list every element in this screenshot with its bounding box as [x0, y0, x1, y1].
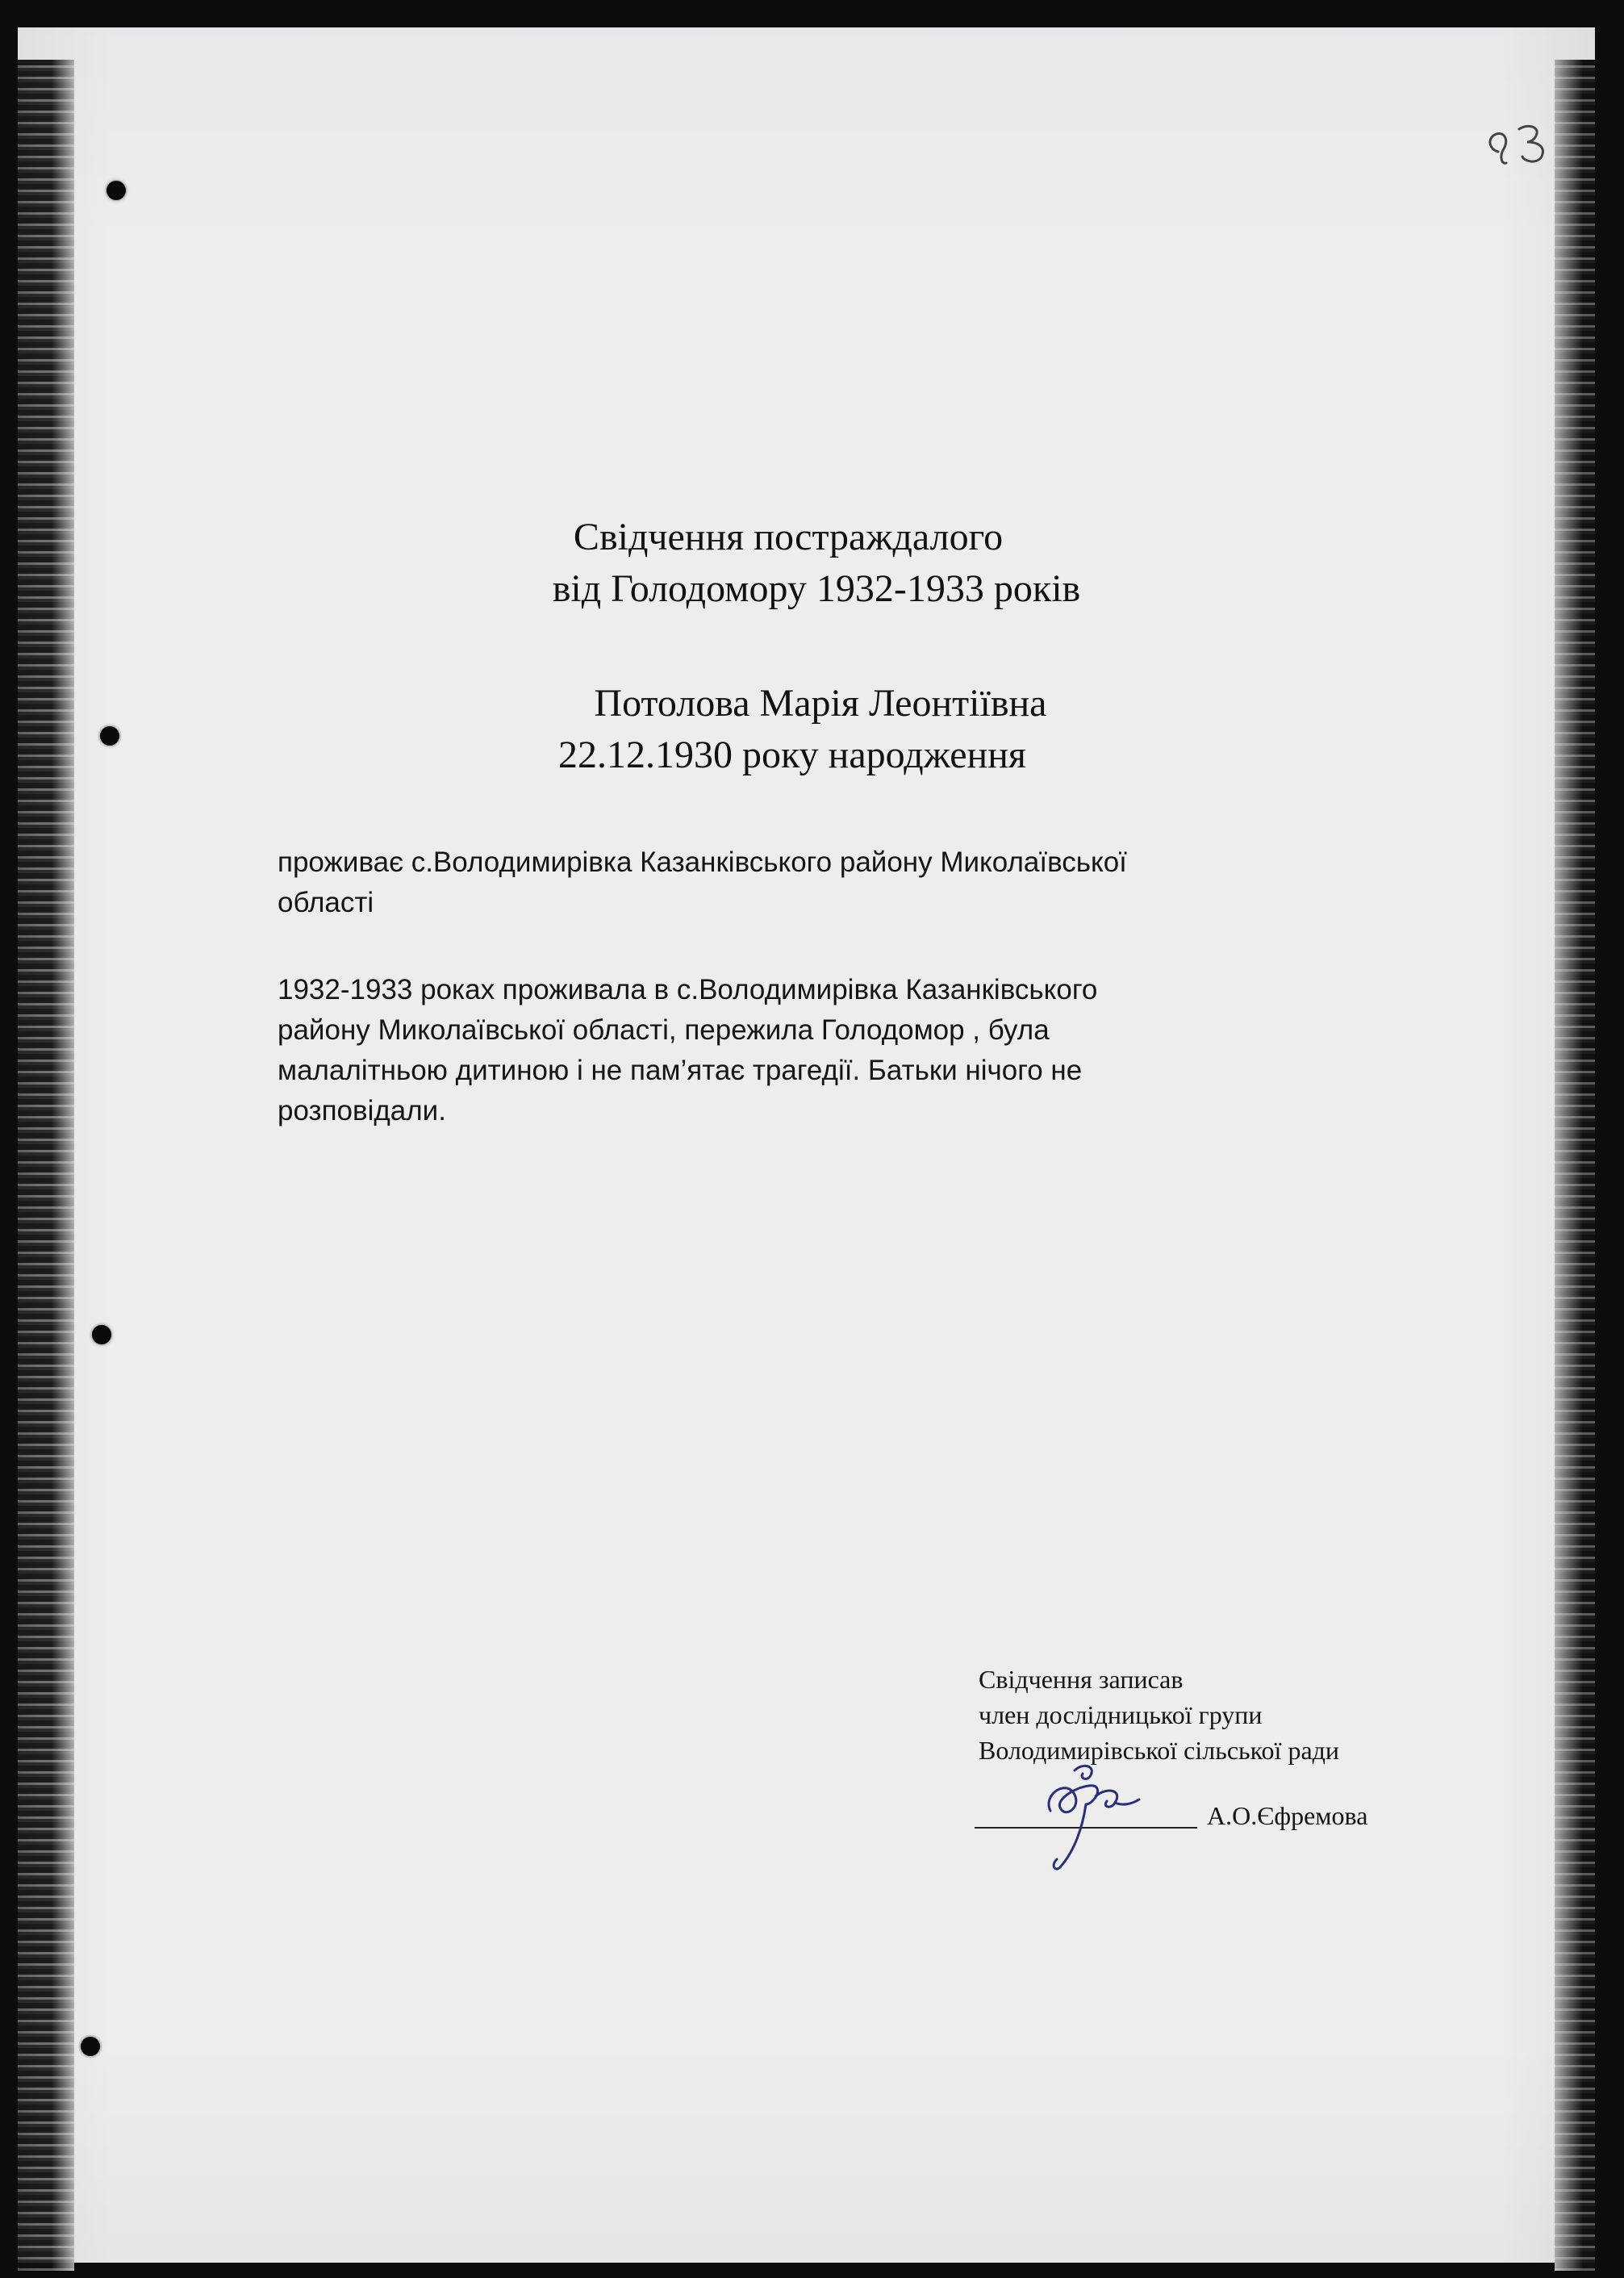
- testimony-line: 1932-1933 роках проживала в с.Володимирівка Казанківського: [278, 974, 1098, 1005]
- testimony-line: району Миколаївської області, пережила Голодомор , була: [278, 1014, 1050, 1046]
- residence-paragraph: [278, 842, 1391, 923]
- testimony-paragraph: [278, 970, 1391, 1131]
- binder-hole: [81, 2037, 100, 2056]
- document-title: [357, 512, 1276, 615]
- handwritten-page-number: [1482, 105, 1563, 169]
- testimony-line: малалітньою дитиною і не пам’ятає трагедії. Батьки нічого не: [278, 1055, 1083, 1086]
- title-line-2: від Голодомору 1932-1933 років: [552, 567, 1081, 610]
- binder-hole: [106, 181, 126, 200]
- title-line-1: Свідчення постраждалого: [573, 516, 1004, 558]
- recorder-block: [979, 1661, 1430, 1768]
- right-perforation-edge: [1555, 60, 1595, 2271]
- recorder-name: А.О.Єфремова: [1207, 1801, 1368, 1830]
- residence-line: області: [278, 887, 374, 918]
- testimony-line: розповідали.: [278, 1095, 446, 1126]
- handwritten-signature: [1018, 1754, 1155, 1875]
- document-page: [18, 27, 1595, 2263]
- witness-name: Потолова Марія Леонтіївна: [594, 682, 1047, 725]
- binder-hole: [92, 1325, 111, 1344]
- witness-info: [357, 678, 1276, 781]
- recorder-line-2: член дослідницької групи: [979, 1700, 1263, 1729]
- recorder-line-3: Володимирівської сільської ради: [979, 1736, 1340, 1765]
- left-perforation-edge: [18, 60, 74, 2271]
- recorder-line-1: Свідчення записав: [979, 1665, 1184, 1694]
- residence-line: проживає с.Володимирівка Казанківського району Миколаївської: [278, 846, 1127, 878]
- witness-birth: 22.12.1930 року народження: [558, 734, 1026, 776]
- binder-hole: [100, 726, 119, 746]
